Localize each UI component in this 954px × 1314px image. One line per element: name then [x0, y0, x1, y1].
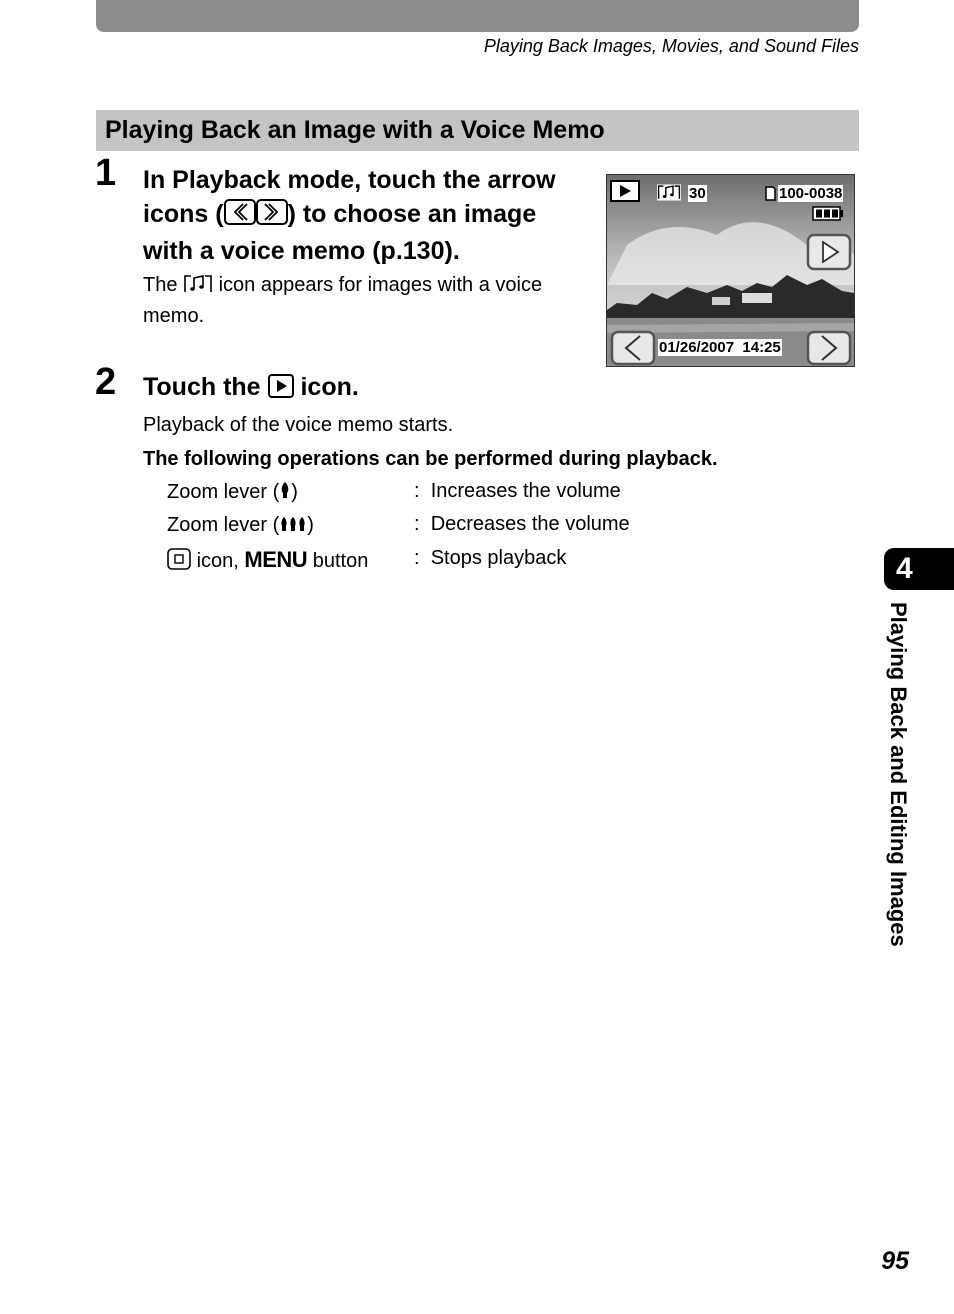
top-bar: [96, 0, 859, 32]
operation-result: Decreases the volume: [430, 513, 630, 535]
memory-card-icon: [765, 186, 776, 206]
running-head: Playing Back Images, Movies, and Sound Files: [483, 36, 859, 56]
operation-result: Increases the volume: [430, 480, 621, 502]
step-1-description: [143, 271, 542, 330]
operation-colon: :: [414, 513, 420, 535]
next-arrow-icon: [256, 199, 288, 234]
step-number-2: 2: [95, 361, 117, 403]
step-2-heading: [143, 370, 359, 407]
operations-heading: The following operations can be performed during playback.: [143, 448, 718, 470]
step-number-1: 1: [95, 152, 117, 194]
operation-colon: :: [414, 480, 420, 502]
operation-control: Zoom lever (: [167, 514, 280, 536]
stop-icon: [167, 548, 191, 576]
operation-control-close: ): [291, 481, 298, 503]
menu-button-label: MENU: [244, 547, 308, 572]
operation-control-close: ): [307, 514, 314, 536]
step-1-heading: [143, 163, 556, 268]
prev-arrow-icon: [224, 199, 256, 234]
camera-playback-screen: [606, 174, 855, 367]
step-1-line-2-post: ) to choose an image: [287, 200, 537, 228]
zoom-tele-icon: [279, 480, 291, 506]
voice-memo-icon: [183, 274, 213, 302]
step-2-head-pre: Touch the: [143, 373, 261, 401]
operation-colon: :: [414, 547, 420, 569]
playback-mode-icon: [610, 180, 640, 207]
step-1-line-3: with a voice memo (p.130).: [143, 237, 460, 265]
operation-control: Zoom lever (: [167, 481, 280, 503]
battery-icon: [812, 206, 844, 226]
play-icon: [268, 373, 294, 407]
step-1-line-2: [143, 197, 556, 234]
voice-memo-screen-icon: [657, 184, 681, 206]
operation-row: [167, 547, 567, 576]
memo-count: 30: [689, 185, 706, 202]
zoom-wide-icon: [279, 513, 307, 539]
operation-control: icon,: [196, 550, 239, 572]
step-1-desc-line-2: memo.: [143, 305, 205, 327]
step-1-desc-pre: The: [143, 274, 178, 296]
screen-datetime: 01/26/2007 14:25: [659, 339, 781, 356]
chapter-label: Playing Back and Editing Images: [886, 602, 911, 947]
step-2-description: Playback of the voice memo starts.: [143, 414, 454, 436]
file-number: 100-0038: [779, 185, 843, 202]
section-bar: [96, 110, 859, 151]
chapter-tab: 4: [884, 548, 954, 590]
step-1-line-2-pre: icons (: [143, 200, 224, 228]
screen-prev-arrow-icon[interactable]: [610, 330, 656, 367]
operation-row: [167, 513, 630, 539]
step-1-line-1: In Playback mode, touch the arrow: [143, 166, 556, 194]
operation-row: [167, 480, 621, 506]
operation-result: Stops playback: [430, 547, 567, 569]
play-arrow-icon[interactable]: [806, 233, 852, 276]
section-title: Playing Back an Image with a Voice Memo: [105, 116, 605, 144]
step-1-desc-post: icon appears for images with a voice: [218, 274, 543, 296]
page-number: 95: [881, 1247, 909, 1275]
operation-control-suffix: button: [312, 550, 369, 572]
step-2-head-post: icon.: [300, 373, 359, 401]
screen-next-arrow-icon[interactable]: [806, 330, 852, 367]
